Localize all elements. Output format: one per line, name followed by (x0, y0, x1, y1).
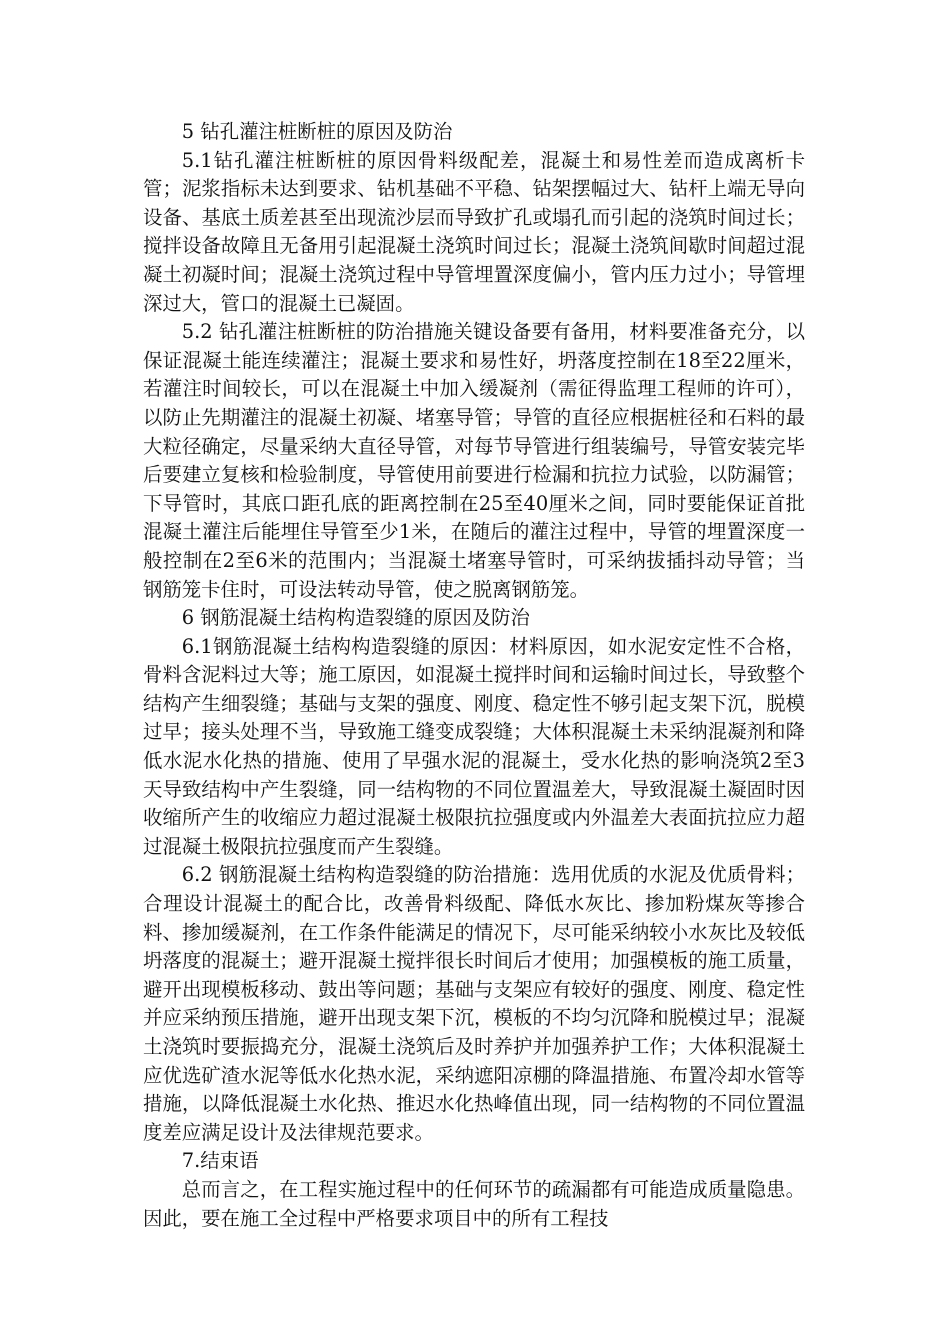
paragraph-6-2: 6.2 钢筋混凝土结构构造裂缝的防治措施：选用优质的水泥及优质骨料；合理设计混凝土的配合比，改善骨料级配、降低水灰比、掺加粉煤灰等掺合料、掺加缓凝剂，在工作条件能满足的情况下，尽可能采纳较小水灰比及较低坍落度的混凝土；避开混凝土搅拌很长时间后才使用；加强模板的施工质量，避开出现模板移动、鼓出等问题；基础与支架应有较好的强度、刚度、稳定性并应采纳预压措施，避开出现支架下沉，模板的不均匀沉降和脱模过早；混凝土浇筑时要振捣充分，混凝土浇筑后及时养护并加强养护工作；大体积混凝土应优选矿渣水泥等低水化热水泥，采纳遮阳凉棚的降温措施、布置冷却水管等措施，以降低混凝土水化热、推迟水化热峰值出现，同一结构物的不同位置温度差应满足设计及法律规范要求。 (143, 863, 805, 1144)
paragraph-5-2: 5.2 钻孔灌注桩断桩的防治措施关键设备要有备用，材料要准备充分，以保证混凝土能连续灌注；混凝土要求和易性好，坍落度控制在18至22厘米，若灌注时间较长，可以在混凝土中加入缓凝剂（需征得监理工程师的许可），以防止先期灌注的混凝土初凝、堵塞导管；导管的直径应根据桩径和石料的最大粒径确定，尽量采纳大直径导管，对每节导管进行组装编号，导管安装完毕后要建立复核和检验制度，导管使用前要进行检漏和抗拉力试验，以防漏管；下导管时，其底口距孔底的距离控制在25至40厘米之间，同时要能保证首批混凝土灌注后能埋住导管至少1米，在随后的灌注过程中，导管的埋置深度一般控制在2至6米的范围内；当混凝土堵塞导管时，可采纳拔插抖动导管；当钢筋笼卡住时，可设法转动导管，使之脱离钢筋笼。 (143, 320, 805, 601)
paragraph-6-1: 6.1钢筋混凝土结构构造裂缝的原因：材料原因，如水泥安定性不合格，骨料含泥料过大等；施工原因，如混凝土搅拌时间和运输时间过长，导致整个结构产生细裂缝；基础与支架的强度、刚度、稳定性不够引起支架下沉，脱模过早；接头处理不当，导致施工缝变成裂缝；大体积混凝土未采纳混凝剂和降低水泥水化热的措施、使用了早强水泥的混凝土，受水化热的影响浇筑2至3天导致结构中产生裂缝，同一结构物的不同位置温差大，导致混凝土凝固时因收缩所产生的收缩应力超过混凝土极限抗拉强度或内外温差大表面抗拉应力超过混凝土极限抗拉强度而产生裂缝。 (143, 634, 805, 858)
document-body (143, 118, 805, 1233)
section-6-heading: 6 钢筋混凝土结构构造裂缝的原因及防治 (181, 606, 530, 630)
section-5-heading: 5 钻孔灌注桩断桩的原因及防治 (181, 120, 453, 143)
paragraph-5-1: 5.1钻孔灌注桩断桩的原因骨料级配差，混凝土和易性差而造成离析卡管；泥浆指标未达到要求、钻机基础不平稳、钻架摆幅过大、钻杆上端无导向设备、基底土质差甚至出现流沙层而导致扩孔或塌孔而引起的浇筑时间过长；搅拌设备故障且无备用引起混凝土浇筑时间过长；混凝土浇筑间歇时间超过混凝土初凝时间；混凝土浇筑过程中导管埋置深度偏小，管内压力过小；导管埋深过大，管口的混凝土已凝固。 (143, 148, 805, 315)
section-7-heading: 7.结束语 (181, 1149, 259, 1173)
paragraph-conclusion: 总而言之，在工程实施过程中的任何环节的疏漏都有可能造成质量隐患。因此，要在施工全过程中严格要求项目中的所有工程技 (143, 1177, 805, 1230)
